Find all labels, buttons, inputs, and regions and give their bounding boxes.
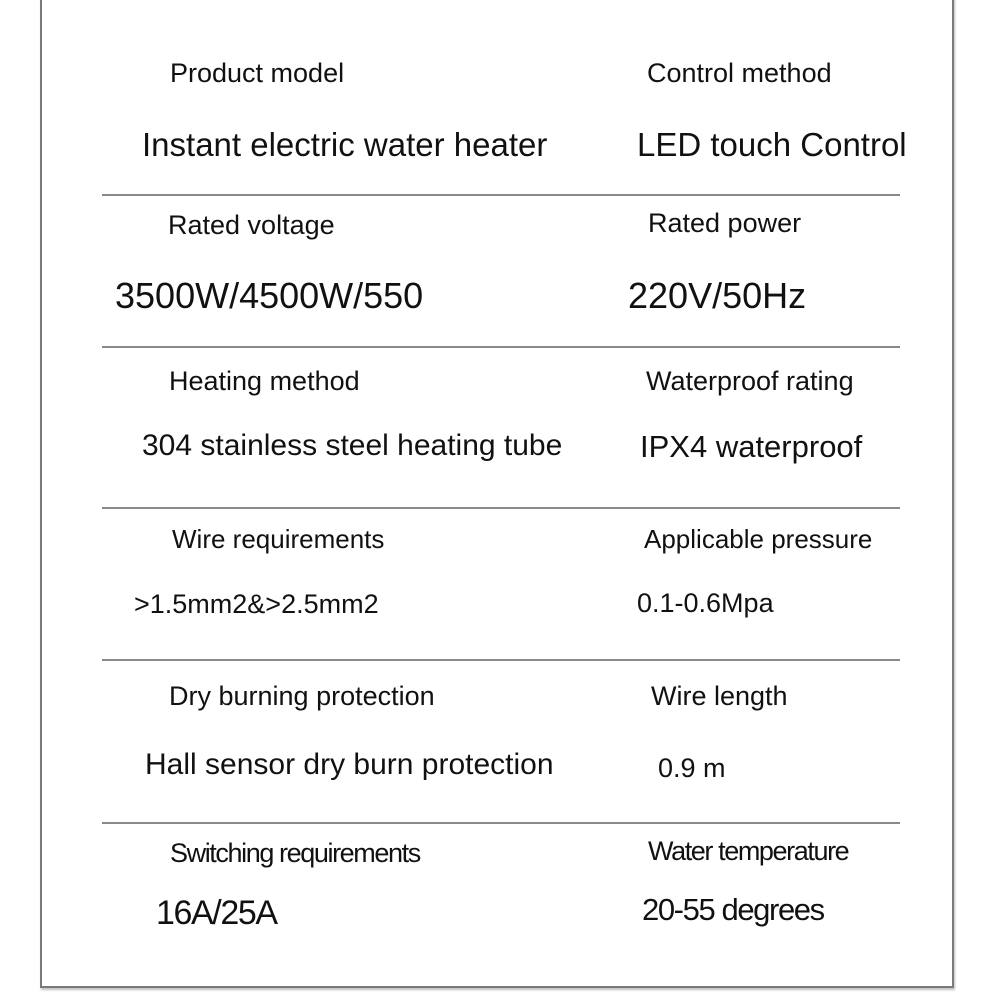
spec-value-wire-requirements: >1.5mm2&>2.5mm2: [134, 589, 379, 619]
spec-value-rated-voltage: 3500W/4500W/550: [115, 275, 424, 316]
row-divider: [102, 659, 900, 661]
spec-value-rated-power: 220V/50Hz: [628, 275, 807, 316]
spec-label-rated-power: Rated power: [648, 208, 802, 238]
spec-label-heating-method: Heating method: [169, 366, 360, 396]
spec-value-waterproof-rating: IPX4 waterproof: [640, 429, 863, 464]
spec-value-heating-method: 304 stainless steel heating tube: [142, 429, 563, 462]
row-divider: [102, 346, 900, 348]
spec-value-wire-length: 0.9 m: [658, 753, 726, 783]
spec-label-wire-length: Wire length: [651, 681, 788, 711]
spec-label-rated-voltage: Rated voltage: [168, 210, 335, 240]
spec-label-control-method: Control method: [647, 58, 832, 88]
spec-value-control-method: LED touch Control: [637, 126, 907, 163]
spec-value-product-model: Instant electric water heater: [142, 126, 548, 163]
spec-value-water-temperature: 20-55 degrees: [642, 892, 824, 927]
spec-label-applicable-pressure: Applicable pressure: [644, 524, 873, 554]
spec-label-waterproof-rating: Waterproof rating: [646, 366, 854, 396]
row-divider: [102, 194, 900, 196]
spec-value-applicable-pressure: 0.1-0.6Mpa: [637, 588, 774, 618]
row-divider: [102, 507, 900, 509]
row-divider: [102, 822, 900, 824]
spec-label-wire-requirements: Wire requirements: [172, 524, 385, 554]
spec-label-dry-burning-protection: Dry burning protection: [169, 681, 435, 711]
spec-label-product-model: Product model: [170, 58, 345, 88]
spec-label-water-temperature: Water temperature: [648, 836, 849, 866]
spec-value-switching-requirements: 16A/25A: [156, 894, 277, 932]
spec-value-dry-burning-protection: Hall sensor dry burn protection: [145, 748, 554, 781]
spec-label-switching-requirements: Switching requirements: [170, 838, 420, 868]
